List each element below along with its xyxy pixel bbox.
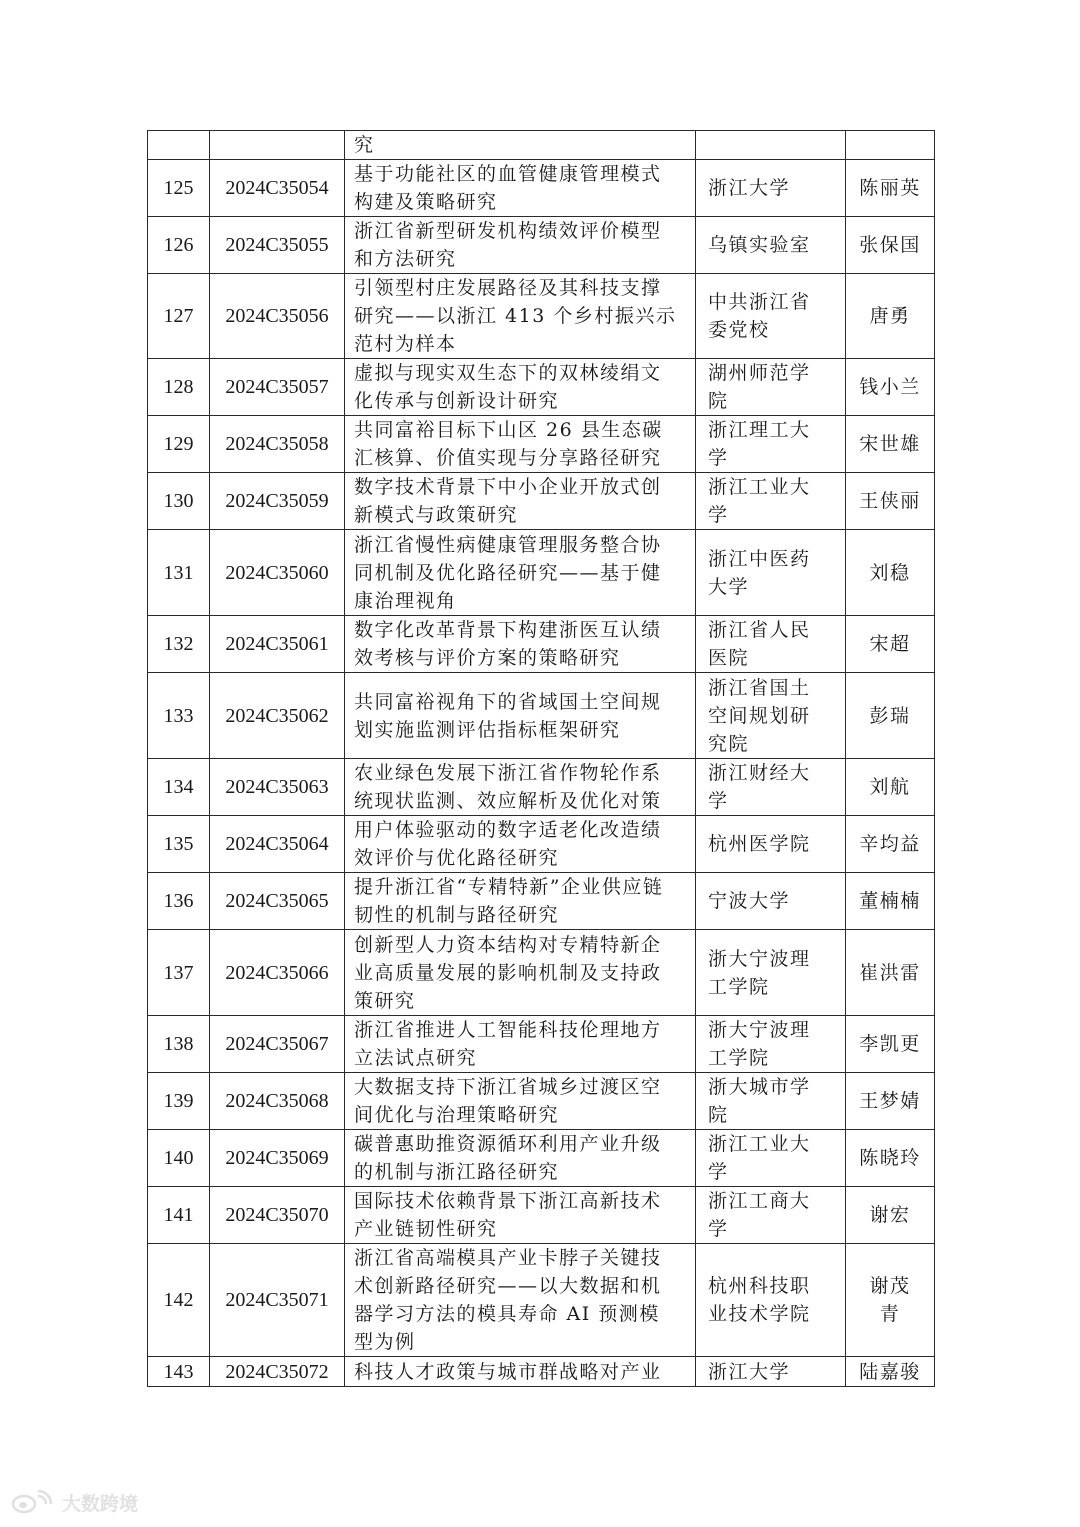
cell-code bbox=[210, 359, 345, 416]
title-text: 虚拟与现实双生态下的双林绫绢文 化传承与创新设计研究 bbox=[354, 362, 662, 412]
person-text: 彭瑞 bbox=[869, 704, 911, 727]
cell-org bbox=[696, 530, 846, 616]
code-text: 2024C35072 bbox=[225, 1360, 329, 1383]
org-text: 浙江大学 bbox=[708, 1360, 791, 1383]
table-row bbox=[148, 160, 935, 217]
cell-org bbox=[696, 1187, 846, 1244]
org-text: 宁波大学 bbox=[708, 890, 791, 912]
cell-no bbox=[148, 930, 210, 1016]
cell-org bbox=[696, 473, 846, 530]
cell-org bbox=[696, 673, 846, 759]
cell-person bbox=[846, 616, 935, 673]
code-text: 2024C35058 bbox=[225, 433, 329, 455]
cell-person bbox=[846, 1357, 935, 1387]
table-row bbox=[148, 816, 935, 873]
cell-no bbox=[148, 1187, 210, 1244]
cell-code bbox=[210, 1187, 345, 1244]
cell-person bbox=[846, 873, 935, 930]
title-text: 创新型人力资本结构对专精特新企 业高质量发展的影响机制及支持政 策研究 bbox=[354, 933, 662, 1012]
person-text: 王侠丽 bbox=[859, 490, 921, 512]
title-text: 共同富裕视角下的省域国土空间规 划实施监测评估指标框架研究 bbox=[354, 690, 662, 741]
person-text: 陈丽英 bbox=[859, 177, 921, 199]
person-text: 宋世雄 bbox=[859, 433, 921, 455]
cell-org bbox=[696, 1244, 846, 1357]
no-text: 129 bbox=[163, 433, 194, 455]
cell-title bbox=[345, 1130, 696, 1187]
code-text: 2024C35059 bbox=[225, 490, 329, 512]
code-text: 2024C35060 bbox=[225, 561, 329, 584]
person-text: 李凯更 bbox=[859, 1033, 921, 1055]
person-text: 刘稳 bbox=[869, 561, 911, 584]
person-text: 唐勇 bbox=[869, 305, 911, 327]
code-text: 2024C35055 bbox=[225, 234, 329, 256]
code-text: 2024C35068 bbox=[225, 1090, 329, 1112]
cell-person bbox=[846, 1016, 935, 1073]
org-text: 浙江理工大 学 bbox=[708, 419, 811, 469]
title-text: 共同富裕目标下山区 26 县生态碳 汇核算、价值实现与分享路径研究 bbox=[354, 419, 663, 469]
cell-code bbox=[210, 473, 345, 530]
cell-person bbox=[846, 1073, 935, 1130]
no-text: 133 bbox=[163, 704, 194, 727]
org-text: 浙江中医药 大学 bbox=[708, 547, 811, 598]
code-text: 2024C35065 bbox=[225, 890, 329, 912]
title-text: 究 bbox=[354, 134, 375, 156]
cell-no bbox=[148, 673, 210, 759]
project-table bbox=[147, 130, 935, 1387]
title-text: 浙江省推进人工智能科技伦理地方 立法试点研究 bbox=[354, 1019, 662, 1069]
org-text: 浙大宁波理 工学院 bbox=[708, 947, 811, 998]
cell-no bbox=[148, 1357, 210, 1387]
cell-title bbox=[345, 1016, 696, 1073]
org-text: 浙江省人民 医院 bbox=[708, 619, 811, 669]
cell-title bbox=[345, 1357, 696, 1387]
cell-title bbox=[345, 160, 696, 217]
cell-person bbox=[846, 274, 935, 359]
table-row bbox=[148, 530, 935, 616]
cell-title bbox=[345, 473, 696, 530]
table-row bbox=[148, 1244, 935, 1357]
cell-code bbox=[210, 759, 345, 816]
cell-org bbox=[696, 616, 846, 673]
table-row bbox=[148, 1016, 935, 1073]
cell-no bbox=[148, 816, 210, 873]
no-text: 127 bbox=[163, 305, 194, 327]
table-row bbox=[148, 1357, 935, 1387]
code-text: 2024C35070 bbox=[225, 1204, 329, 1226]
code-text: 2024C35067 bbox=[225, 1033, 329, 1055]
cell-code bbox=[210, 1016, 345, 1073]
org-text: 浙大宁波理 工学院 bbox=[708, 1019, 811, 1069]
no-text: 142 bbox=[163, 1289, 194, 1311]
cell-title bbox=[345, 359, 696, 416]
cell-org bbox=[696, 131, 846, 160]
org-text: 浙江大学 bbox=[708, 177, 791, 199]
cell-title bbox=[345, 673, 696, 759]
no-text: 138 bbox=[163, 1033, 194, 1055]
no-text: 132 bbox=[163, 633, 194, 655]
cell-title bbox=[345, 1187, 696, 1244]
org-text: 杭州科技职 业技术学院 bbox=[708, 1275, 811, 1325]
no-text: 136 bbox=[163, 890, 194, 912]
cell-title bbox=[345, 873, 696, 930]
cell-no bbox=[148, 274, 210, 359]
code-text: 2024C35071 bbox=[225, 1289, 329, 1311]
cell-code bbox=[210, 1130, 345, 1187]
org-text: 浙大城市学 院 bbox=[708, 1076, 811, 1126]
cell-code bbox=[210, 873, 345, 930]
org-text: 乌镇实验室 bbox=[708, 234, 811, 256]
cell-org bbox=[696, 816, 846, 873]
cell-title bbox=[345, 1073, 696, 1130]
table-row bbox=[148, 416, 935, 473]
org-text: 浙江工业大 学 bbox=[708, 476, 811, 526]
cell-person bbox=[846, 816, 935, 873]
code-text: 2024C35069 bbox=[225, 1147, 329, 1169]
title-text: 浙江省慢性病健康管理服务整合协 同机制及优化路径研究——基于健 康治理视角 bbox=[354, 533, 662, 612]
table-row bbox=[148, 673, 935, 759]
cell-org bbox=[696, 359, 846, 416]
code-text: 2024C35062 bbox=[225, 704, 329, 727]
title-text: 农业绿色发展下浙江省作物轮作系 统现状监测、效应解析及优化对策 bbox=[354, 762, 662, 812]
person-text: 谢宏 bbox=[869, 1204, 911, 1226]
no-text: 130 bbox=[163, 490, 194, 512]
cell-person bbox=[846, 131, 935, 160]
no-text: 141 bbox=[163, 1204, 194, 1226]
cell-title bbox=[345, 416, 696, 473]
table-row bbox=[148, 873, 935, 930]
person-text: 陆嘉骏 bbox=[859, 1360, 921, 1383]
cell-person bbox=[846, 673, 935, 759]
title-text: 科技人才政策与城市群战略对产业 bbox=[354, 1360, 662, 1383]
cell-org bbox=[696, 759, 846, 816]
cell-person bbox=[846, 759, 935, 816]
cell-no bbox=[148, 1073, 210, 1130]
title-text: 提升浙江省“专精特新”企业供应链 韧性的机制与路径研究 bbox=[354, 876, 664, 926]
org-text: 中共浙江省 委党校 bbox=[708, 291, 811, 341]
table-row bbox=[148, 359, 935, 416]
person-text: 董楠楠 bbox=[859, 890, 921, 912]
cell-org bbox=[696, 416, 846, 473]
title-text: 数字技术背景下中小企业开放式创 新模式与政策研究 bbox=[354, 476, 662, 526]
org-text: 浙江省国土 空间规划研 究院 bbox=[708, 676, 811, 755]
cell-title bbox=[345, 217, 696, 274]
person-text: 钱小兰 bbox=[859, 376, 921, 398]
table-row bbox=[148, 217, 935, 274]
table-row bbox=[148, 1073, 935, 1130]
cell-person bbox=[846, 530, 935, 616]
code-text: 2024C35061 bbox=[225, 633, 329, 655]
cell-title bbox=[345, 1244, 696, 1357]
cell-code bbox=[210, 673, 345, 759]
cell-title bbox=[345, 930, 696, 1016]
cell-code bbox=[210, 616, 345, 673]
title-text: 用户体验驱动的数字适老化改造绩 效评价与优化路径研究 bbox=[354, 819, 662, 869]
cell-person bbox=[846, 473, 935, 530]
cell-code bbox=[210, 1244, 345, 1357]
cell-org bbox=[696, 1130, 846, 1187]
no-text: 126 bbox=[163, 234, 194, 256]
no-text: 143 bbox=[163, 1360, 194, 1383]
cell-no bbox=[148, 1244, 210, 1357]
person-text: 谢茂 青 bbox=[869, 1275, 911, 1325]
cell-org bbox=[696, 1357, 846, 1387]
cell-org bbox=[696, 873, 846, 930]
cell-code bbox=[210, 1073, 345, 1130]
cell-code bbox=[210, 416, 345, 473]
cell-code bbox=[210, 274, 345, 359]
cell-no bbox=[148, 616, 210, 673]
table-row bbox=[148, 473, 935, 530]
cell-code bbox=[210, 217, 345, 274]
cell-no bbox=[148, 1130, 210, 1187]
cell-org bbox=[696, 1016, 846, 1073]
cell-person bbox=[846, 359, 935, 416]
cell-no bbox=[148, 160, 210, 217]
cell-title bbox=[345, 616, 696, 673]
cell-person bbox=[846, 1130, 935, 1187]
table-row bbox=[148, 930, 935, 1016]
cell-person bbox=[846, 160, 935, 217]
cell-code bbox=[210, 1357, 345, 1387]
no-text: 131 bbox=[163, 561, 194, 584]
no-text: 140 bbox=[163, 1147, 194, 1169]
cell-code bbox=[210, 530, 345, 616]
cell-no bbox=[148, 759, 210, 816]
table-row bbox=[148, 1130, 935, 1187]
code-text: 2024C35057 bbox=[225, 376, 329, 398]
cell-person bbox=[846, 930, 935, 1016]
cell-person bbox=[846, 1244, 935, 1357]
no-text: 135 bbox=[163, 833, 194, 855]
title-text: 数字化改革背景下构建浙医互认绩 效考核与评价方案的策略研究 bbox=[354, 619, 662, 669]
code-text: 2024C35063 bbox=[225, 776, 329, 798]
no-text: 137 bbox=[163, 961, 194, 984]
code-text: 2024C35056 bbox=[225, 305, 329, 327]
cell-no bbox=[148, 530, 210, 616]
cell-person bbox=[846, 1187, 935, 1244]
cell-org bbox=[696, 274, 846, 359]
cell-person bbox=[846, 416, 935, 473]
person-text: 陈晓玲 bbox=[859, 1147, 921, 1169]
table-row bbox=[148, 616, 935, 673]
org-text: 浙江财经大 学 bbox=[708, 762, 811, 812]
cell-title bbox=[345, 131, 696, 160]
title-text: 碳普惠助推资源循环利用产业升级 的机制与浙江路径研究 bbox=[354, 1133, 662, 1183]
code-text: 2024C35066 bbox=[225, 961, 329, 984]
cell-org bbox=[696, 930, 846, 1016]
person-text: 张保国 bbox=[859, 234, 921, 256]
no-text: 134 bbox=[163, 776, 194, 798]
title-text: 国际技术依赖背景下浙江高新技术 产业链韧性研究 bbox=[354, 1190, 662, 1240]
weibo-logo-icon bbox=[10, 1490, 56, 1514]
table-row bbox=[148, 274, 935, 359]
cell-person bbox=[846, 217, 935, 274]
cell-org bbox=[696, 217, 846, 274]
cell-no bbox=[148, 1016, 210, 1073]
person-text: 辛均益 bbox=[859, 833, 921, 855]
code-text: 2024C35064 bbox=[225, 833, 329, 855]
no-text: 125 bbox=[163, 177, 194, 199]
cell-no bbox=[148, 873, 210, 930]
table-row-continuation bbox=[148, 131, 935, 160]
watermark bbox=[10, 1488, 138, 1516]
org-text: 浙江工商大 学 bbox=[708, 1190, 811, 1240]
cell-no bbox=[148, 131, 210, 160]
cell-no bbox=[148, 217, 210, 274]
no-text: 128 bbox=[163, 376, 194, 398]
title-text: 浙江省高端模具产业卡脖子关键技 术创新路径研究——以大数据和机 器学习方法的模具寿命 AI 预测模 型为例 bbox=[354, 1247, 662, 1353]
org-text: 杭州医学院 bbox=[708, 833, 811, 855]
title-text: 基于功能社区的血管健康管理模式 构建及策略研究 bbox=[354, 163, 662, 213]
cell-code bbox=[210, 816, 345, 873]
title-text: 浙江省新型研发机构绩效评价模型 和方法研究 bbox=[354, 220, 662, 270]
person-text: 刘航 bbox=[869, 776, 911, 798]
watermark-text: 大数跨境 bbox=[62, 1492, 139, 1515]
cell-no bbox=[148, 359, 210, 416]
person-text: 宋超 bbox=[869, 633, 911, 655]
cell-code bbox=[210, 160, 345, 217]
title-text: 大数据支持下浙江省城乡过渡区空 间优化与治理策略研究 bbox=[354, 1076, 662, 1126]
cell-org bbox=[696, 1073, 846, 1130]
cell-title bbox=[345, 530, 696, 616]
table-row bbox=[148, 759, 935, 816]
table-row bbox=[148, 1187, 935, 1244]
org-text: 湖州师范学 院 bbox=[708, 362, 811, 412]
cell-title bbox=[345, 759, 696, 816]
person-text: 崔洪雷 bbox=[859, 961, 921, 984]
cell-no bbox=[148, 416, 210, 473]
cell-title bbox=[345, 274, 696, 359]
cell-no bbox=[148, 473, 210, 530]
code-text: 2024C35054 bbox=[225, 177, 329, 199]
cell-code bbox=[210, 131, 345, 160]
person-text: 王梦婧 bbox=[859, 1090, 921, 1112]
cell-code bbox=[210, 930, 345, 1016]
org-text: 浙江工业大 学 bbox=[708, 1133, 811, 1183]
cell-org bbox=[696, 160, 846, 217]
no-text: 139 bbox=[163, 1090, 194, 1112]
cell-title bbox=[345, 816, 696, 873]
title-text: 引领型村庄发展路径及其科技支撑 研究——以浙江 413 个乡村振兴示 范村为样本 bbox=[354, 277, 677, 355]
